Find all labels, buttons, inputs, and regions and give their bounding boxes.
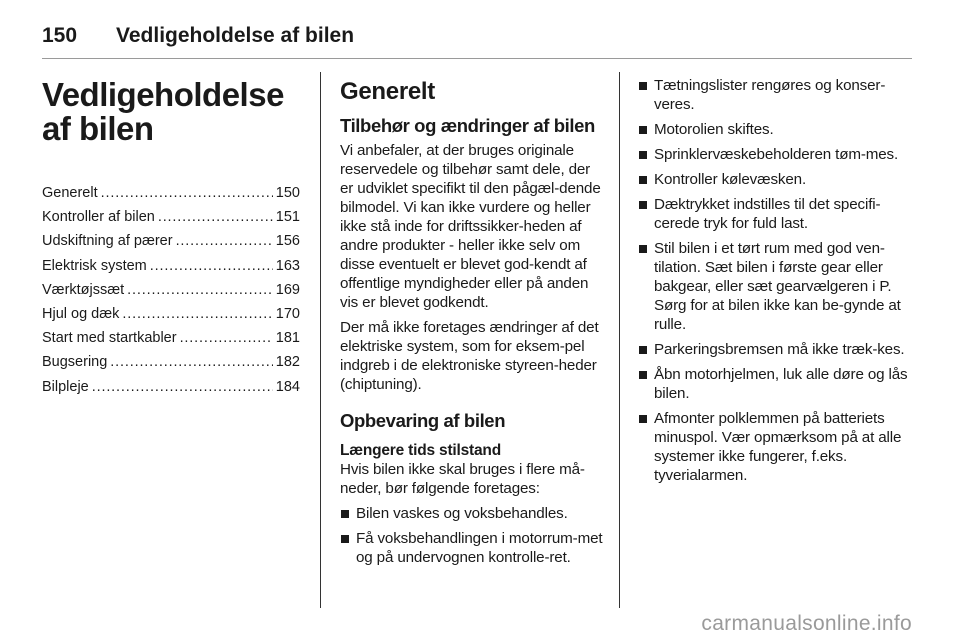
toc-entry[interactable] xyxy=(42,378,300,402)
bullet-square-icon xyxy=(639,371,647,379)
toc-leader-dots xyxy=(127,281,273,300)
list-item xyxy=(638,145,908,164)
toc-entry[interactable] xyxy=(42,184,300,208)
list-item xyxy=(638,170,908,189)
toc-label: Elektrisk system xyxy=(42,257,147,274)
chapter-toc xyxy=(42,184,300,402)
toc-entry[interactable] xyxy=(42,257,300,281)
toc-leader-dots xyxy=(176,232,273,251)
subheading-accessories: Tilbehør og ændringer af bilen xyxy=(340,115,595,136)
toc-label: Værktøjssæt xyxy=(42,281,125,298)
bullet-square-icon xyxy=(639,201,647,209)
bullet-text: Parkeringsbremsen må ikke træk-kes. xyxy=(654,341,905,358)
page-number: 150 xyxy=(42,24,78,47)
bullet-square-icon xyxy=(341,535,349,543)
list-item xyxy=(340,529,606,567)
toc-page: 184 xyxy=(275,378,300,395)
toc-label: Bugsering xyxy=(42,354,108,371)
bullet-text: Dæktrykket indstilles til det specifi-cerede tryk for fuld last. xyxy=(654,196,881,232)
list-item xyxy=(638,195,908,233)
bullet-square-icon xyxy=(639,176,647,184)
toc-leader-dots xyxy=(158,208,273,227)
bullet-text: Motorolien skiftes. xyxy=(654,121,774,138)
paragraph-electrical: Der må ikke foretages ændringer af det elektriske system, som for eksem-pel indgreb i de elektroniske styreen-heder (chiptuning). xyxy=(340,319,599,393)
column-divider-left xyxy=(320,72,321,608)
toc-page: 151 xyxy=(275,209,300,226)
list-item xyxy=(638,76,908,114)
toc-page: 170 xyxy=(275,305,300,322)
toc-entry[interactable] xyxy=(42,353,300,377)
toc-label: Hjul og dæk xyxy=(42,305,120,322)
paragraph-accessories: Vi anbefaler, at der bruges originale reservedele og tilbehør samt dele, der er udviklet specifikt til den pågæl-dende bilmodel. Vi kan ikke vurdere og heller ikke stå inde for driftssikker-heden af andre produkter - heller ikke selv om disse eventuelt er blevet god-kendt af offentlige myndigheder eller på anden vis er blevet godkendt. xyxy=(340,142,601,311)
bullet-square-icon xyxy=(639,126,647,134)
toc-leader-dots xyxy=(101,184,273,203)
list-item xyxy=(638,365,908,403)
bullet-square-icon xyxy=(639,415,647,423)
section-heading-general: Generelt xyxy=(340,78,435,105)
list-item xyxy=(638,120,908,139)
toc-leader-dots xyxy=(150,257,273,276)
toc-label: Kontroller af bilen xyxy=(42,209,155,226)
storage-bullet-list xyxy=(340,504,606,567)
toc-entry[interactable] xyxy=(42,305,300,329)
toc-page: 182 xyxy=(275,354,300,371)
bullet-text: Bilen vaskes og voksbehandles. xyxy=(356,505,568,522)
paragraph-storage-intro: Hvis bilen ikke skal bruges i flere må-neder, bør følgende foretages: xyxy=(340,461,585,497)
toc-page: 181 xyxy=(275,330,300,347)
bullet-square-icon xyxy=(639,346,647,354)
toc-leader-dots xyxy=(110,353,273,372)
watermark: carmanualsonline.info xyxy=(701,612,912,635)
header-rule xyxy=(42,58,912,59)
bullet-text: Kontroller kølevæsken. xyxy=(654,171,807,188)
page-header xyxy=(42,16,912,56)
section-heading-storage: Opbevaring af bilen xyxy=(340,410,506,431)
toc-entry[interactable] xyxy=(42,281,300,305)
toc-entry[interactable] xyxy=(42,208,300,232)
storage-bullet-list-continued xyxy=(638,76,908,485)
bullet-square-icon xyxy=(341,510,349,518)
toc-entry[interactable] xyxy=(42,329,300,353)
running-title: Vedligeholdelse af bilen xyxy=(116,24,355,47)
bullet-text: Sprinklervæskebeholderen tøm-mes. xyxy=(654,146,899,163)
toc-page: 150 xyxy=(275,185,300,201)
toc-label: Start med startkabler xyxy=(42,330,177,347)
chapter-column xyxy=(42,72,300,402)
bullet-text: Åbn motorhjelmen, luk alle døre og lås bilen. xyxy=(654,366,908,402)
toc-leader-dots xyxy=(122,305,272,324)
bullet-square-icon xyxy=(639,151,647,159)
bullet-text: Stil bilen i et tørt rum med god ven-tilation. Sæt bilen i første gear eller bakgear, eller sæt gearvælgeren i P. Sørg for at bilen ikke kan be-gynde at rulle. xyxy=(654,240,901,333)
subheading-long-term: Længere tids stilstand xyxy=(340,442,501,459)
bullet-text: Få voksbehandlingen i motorrum-met og på undervognen kontrolle-ret. xyxy=(356,530,603,566)
bullet-square-icon xyxy=(639,82,647,90)
toc-leader-dots xyxy=(92,378,273,397)
toc-page: 163 xyxy=(275,257,300,274)
general-column xyxy=(340,72,606,567)
toc-label: Udskiftning af pærer xyxy=(42,233,173,250)
toc-leader-dots xyxy=(180,329,273,348)
list-item xyxy=(638,239,908,334)
list-item xyxy=(638,409,908,485)
bullet-text: Tætningslister rengøres og konser-veres. xyxy=(654,77,886,113)
toc-page: 169 xyxy=(275,281,300,298)
chapter-title: Vedligeholdelse af bilen xyxy=(42,76,284,147)
toc-page: 156 xyxy=(275,233,300,250)
column-divider-right xyxy=(619,72,620,608)
toc-entry[interactable] xyxy=(42,232,300,256)
list-item xyxy=(638,340,908,359)
bullet-text: Afmonter polklemmen på batteriets minuspol. Vær opmærksom på at alle systemer ikke fungerer, f.eks. tyverialarmen. xyxy=(654,410,902,484)
storage-column xyxy=(638,72,908,485)
toc-label: Bilpleje xyxy=(42,378,89,395)
list-item xyxy=(340,504,606,523)
toc-label: Generelt xyxy=(42,185,98,201)
bullet-square-icon xyxy=(639,245,647,253)
